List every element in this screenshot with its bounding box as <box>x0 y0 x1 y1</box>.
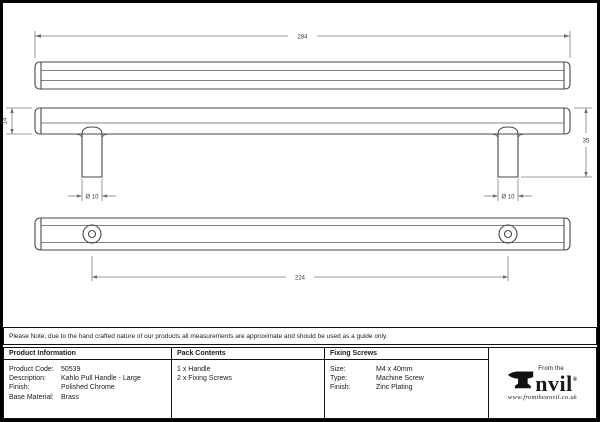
registered-mark: ® <box>572 376 578 383</box>
pack-item: 2 x Fixing Screws <box>177 375 232 383</box>
dim-leg-dia-left-label: Ø 10 <box>85 194 99 201</box>
product-information-header: Product Information <box>4 348 171 360</box>
screw-size-label: Size: <box>330 366 346 373</box>
product-information-section <box>4 348 172 418</box>
dim-leg-dia-right-label: Ø 10 <box>501 194 515 201</box>
logo-brand-text <box>535 370 578 396</box>
from-the-anvil-logo <box>507 366 577 401</box>
anvil-icon <box>507 369 534 390</box>
screw-type-value: Machine Screw <box>376 375 424 383</box>
pack-item: 1 x Handle <box>177 366 211 373</box>
screw-finish-value: Zinc Plating <box>376 384 413 392</box>
fixing-screws-header: Fixing Screws <box>325 348 488 360</box>
dimension-leg-diameter-left <box>68 179 116 201</box>
pack-contents-section <box>172 348 325 418</box>
base-material-label: Base Material: <box>9 393 54 401</box>
dimension-leg-diameter-right <box>484 179 532 201</box>
table-row <box>9 365 171 374</box>
table-row <box>9 383 171 392</box>
logo-from-the: From the <box>538 365 564 372</box>
note-text: Please Note, due to the hand crafted nature of our products all measurements are approximate and should be used as a guide only. <box>9 332 388 340</box>
table-row <box>9 393 171 402</box>
pack-contents-header: Pack Contents <box>172 348 324 360</box>
screw-type-label: Type: <box>330 375 348 383</box>
table-row <box>9 374 171 383</box>
base-material-value: Brass <box>61 393 79 401</box>
finish-value: Polished Chrome <box>61 384 115 392</box>
dim-projection-label: 35 <box>582 138 590 145</box>
spec-table <box>3 347 597 419</box>
screw-finish-label: Finish: <box>330 384 351 392</box>
dimension-fixing-centres <box>92 256 508 282</box>
fixing-screws-section <box>325 348 489 418</box>
dimension-overall-length <box>35 31 570 58</box>
table-row <box>330 383 488 392</box>
dim-length-label: 284 <box>297 34 308 41</box>
note-bar <box>3 327 597 345</box>
description-label: Description: <box>9 375 46 383</box>
product-code-label: Product Code: <box>9 366 54 373</box>
logo-website: www.fromtheanvil.co.uk <box>507 393 578 401</box>
description-value: Kahlo Pull Handle - Large <box>61 375 141 383</box>
brand-logo-cell <box>489 348 596 418</box>
table-row <box>330 365 488 374</box>
finish-label: Finish: <box>9 384 30 392</box>
top-view <box>35 62 570 89</box>
logo-brand-word: nvil <box>535 370 573 396</box>
table-row <box>330 374 488 383</box>
fixing-hole-right <box>499 225 517 243</box>
dim-fixing-centres-label: 224 <box>294 275 306 282</box>
screw-size-value: M4 x 40mm <box>376 366 413 373</box>
side-view <box>35 108 570 177</box>
bottom-view <box>35 218 570 250</box>
dim-bar-height-label: 14 <box>2 117 9 125</box>
dimension-bar-height <box>3 108 33 134</box>
dimension-projection <box>521 108 592 177</box>
product-code-value: 50539 <box>61 366 81 373</box>
fixing-hole-left <box>83 225 101 243</box>
